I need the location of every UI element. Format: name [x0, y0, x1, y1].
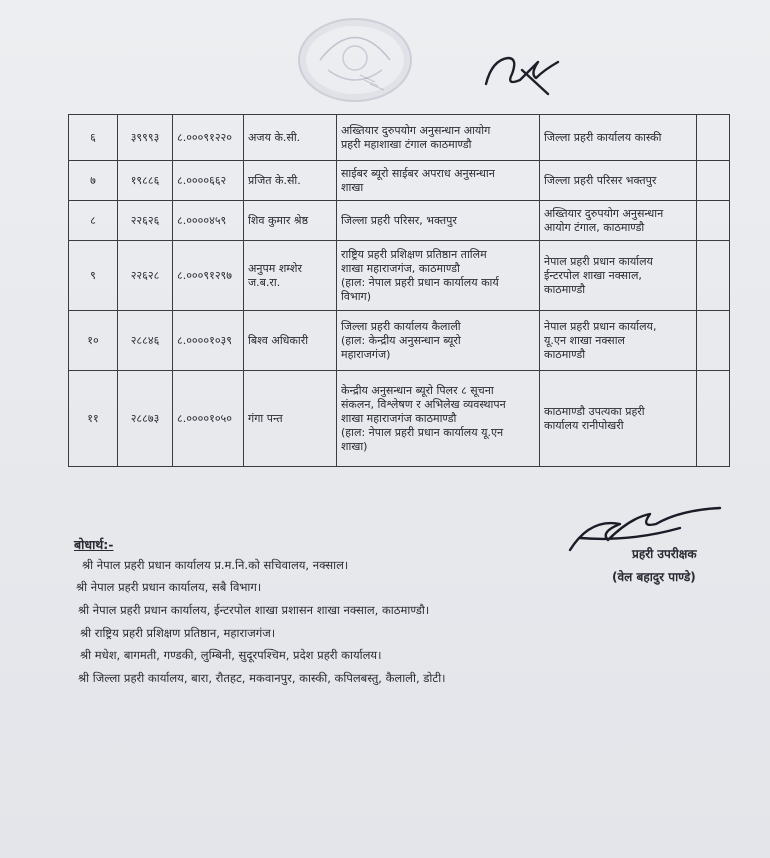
cc-line-4: श्री राष्ट्रिय प्रहरी प्रशिक्षण प्रतिष्ठान, महाराजगंज।: [80, 626, 276, 640]
transfer-office-cell: [540, 371, 697, 467]
transfer-office-line: अख्तियार दुरुपयोग अनुसन्धान: [544, 206, 664, 220]
current-office-line: प्रहरी महाशाखा टंगाल काठमाण्डौ: [341, 137, 472, 151]
current-office-cell: [337, 115, 540, 161]
employee-id-cell: २८८७३: [118, 371, 173, 467]
code-number-cell: ८.००००१०३९: [173, 311, 244, 371]
transfer-office-line: काठमाण्डौ उपत्यका प्रहरी: [544, 404, 645, 418]
name-cell: [244, 201, 337, 241]
table-row: [69, 115, 730, 161]
serial-number-cell: ११: [69, 371, 118, 467]
current-office-line: संकलन, विश्लेषण र अभिलेख व्यवस्थापन: [341, 397, 506, 411]
current-office-line: शाखा: [341, 180, 364, 194]
current-office-line: राष्ट्रिय प्रहरी प्रशिक्षण प्रतिष्ठान तालिम: [341, 247, 487, 261]
office-seal: [298, 18, 412, 102]
current-office-cell: [337, 311, 540, 371]
transfer-office-line: काठमाण्डौ: [544, 347, 586, 361]
cc-line-2: श्री नेपाल प्रहरी प्रधान कार्यालय, सबै विभाग।: [76, 580, 262, 594]
code-number-cell: ८.००००१०५०: [173, 371, 244, 467]
name-cell: [244, 311, 337, 371]
cc-line-1: श्री नेपाल प्रहरी प्रधान कार्यालय प्र.म.नि.को सचिवालय, नक्साल।: [82, 558, 349, 572]
serial-number-cell: ९: [69, 241, 118, 311]
name-line: ज.ब.रा.: [248, 275, 281, 289]
serial-number-cell: १०: [69, 311, 118, 371]
remarks-cell: [697, 161, 730, 201]
table-row: [69, 371, 730, 467]
transfer-office-cell: [540, 311, 697, 371]
name-line: प्रजित के.सी.: [248, 173, 301, 187]
transfer-office-cell: [540, 161, 697, 201]
current-office-cell: [337, 241, 540, 311]
employee-id-cell: ३९९९३: [118, 115, 173, 161]
remarks-cell: [697, 371, 730, 467]
transfer-office-line: जिल्ला प्रहरी कार्यालय कास्की: [544, 130, 662, 144]
current-office-line: महाराजगंज): [341, 347, 391, 361]
current-office-cell: [337, 371, 540, 467]
employee-id-cell: १९८८६: [118, 161, 173, 201]
code-number-cell: ८.०००९१२९७: [173, 241, 244, 311]
name-line: शिव कुमार श्रेष्ठ: [248, 213, 309, 227]
transfer-office-line: आयोग टंगाल, काठमाण्डौ: [544, 220, 645, 234]
transfer-office-line: ईन्टरपोल शाखा नक्साल,: [544, 268, 642, 282]
name-cell: [244, 115, 337, 161]
name-cell: [244, 161, 337, 201]
employee-id-cell: २२६२६: [118, 201, 173, 241]
transfer-office-line: काठमाण्डौ: [544, 282, 586, 296]
transfer-office-line: जिल्ला प्रहरी परिसर भक्तपुर: [544, 173, 657, 187]
current-office-line: शाखा महाराजगंज काठमाण्डौ: [341, 411, 457, 425]
current-office-line: विभाग): [341, 289, 372, 303]
transfer-office-cell: [540, 241, 697, 311]
serial-number-cell: ६: [69, 115, 118, 161]
name-line: अनुपम शम्शेर: [248, 261, 302, 275]
employee-id-cell: २८८४६: [118, 311, 173, 371]
cc-line-5: श्री मधेश, बागमती, गण्डकी, लुम्बिनी, सुदूरपश्चिम, प्रदेश प्रहरी कार्यालय।: [80, 648, 382, 662]
name-line: अजय के.सी.: [248, 130, 301, 144]
table-row: [69, 241, 730, 311]
remarks-cell: [697, 201, 730, 241]
remarks-cell: [697, 115, 730, 161]
transfer-office-cell: [540, 201, 697, 241]
name-line: बिश्व अधिकारी: [248, 333, 309, 347]
serial-number-cell: ८: [69, 201, 118, 241]
name-cell: [244, 241, 337, 311]
current-office-line: (हाल: केन्द्रीय अनुसन्धान ब्यूरो: [341, 333, 461, 347]
initial-signature: [478, 40, 568, 100]
current-office-line: जिल्ला प्रहरी कार्यालय कैलाली: [341, 319, 461, 333]
code-number-cell: ८.००००६६२: [173, 161, 244, 201]
transfer-office-cell: [540, 115, 697, 161]
current-office-line: (हाल: नेपाल प्रहरी प्रधान कार्यालय यू.एन: [341, 425, 504, 439]
current-office-line: साईबर ब्यूरो साईबर अपराध अनुसन्धान: [341, 166, 495, 180]
officer-title: प्रहरी उपरीक्षक: [632, 547, 697, 561]
cc-line-3: श्री नेपाल प्रहरी प्रधान कार्यालय, ईन्टरपोल शाखा प्रशासन शाखा नक्साल, काठमाण्डौ।: [78, 603, 430, 617]
transfer-office-line: यू.एन शाखा नक्साल: [544, 333, 626, 347]
employee-id-cell: २२६२८: [118, 241, 173, 311]
code-number-cell: ८.०००९१२२०: [173, 115, 244, 161]
current-office-line: शाखा महाराजगंज, काठमाण्डौ: [341, 261, 460, 275]
current-office-line: केन्द्रीय अनुसन्धान ब्यूरो पिलर ८ सूचना: [341, 383, 494, 397]
current-office-line: अख्तियार दुरुपयोग अनुसन्धान आयोग: [341, 123, 491, 137]
current-office-cell: [337, 161, 540, 201]
cc-line-6: श्री जिल्ला प्रहरी कार्यालय, बारा, रौतहट, मकवानपुर, कास्की, कपिलबस्तु, कैलाली, डोटी।: [78, 671, 446, 685]
current-office-line: जिल्ला प्रहरी परिसर, भक्तपुर: [341, 213, 457, 227]
table-row: [69, 161, 730, 201]
serial-number-cell: ७: [69, 161, 118, 201]
remarks-cell: [697, 311, 730, 371]
officer-name: (वेल बहादुर पाण्डे): [612, 570, 696, 584]
transfer-office-line: नेपाल प्रहरी प्रधान कार्यालय,: [544, 319, 657, 333]
transfer-office-line: कार्यालय रानीपोखरी: [544, 418, 624, 432]
cc-heading: बोधार्थ:-: [74, 537, 114, 552]
current-office-line: (हाल: नेपाल प्रहरी प्रधान कार्यालय कार्य: [341, 275, 499, 289]
transfer-office-line: नेपाल प्रहरी प्रधान कार्यालय: [544, 254, 653, 268]
name-line: गंगा पन्त: [248, 411, 283, 425]
transfer-table: [68, 114, 730, 467]
current-office-cell: [337, 201, 540, 241]
code-number-cell: ८.००००४५९: [173, 201, 244, 241]
remarks-cell: [697, 241, 730, 311]
current-office-line: शाखा): [341, 439, 368, 453]
table-row: [69, 311, 730, 371]
table-row: [69, 201, 730, 241]
name-cell: [244, 371, 337, 467]
